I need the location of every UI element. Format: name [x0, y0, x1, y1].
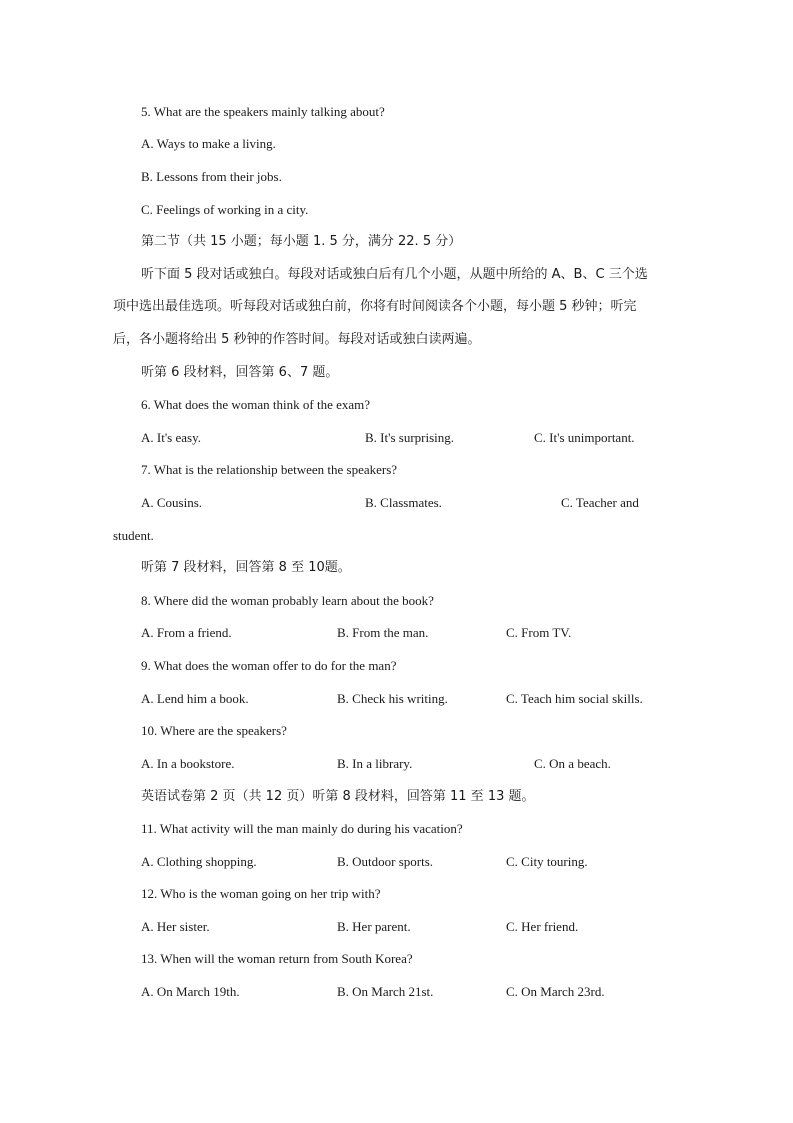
question-10-option-c: C. On a beach.: [534, 756, 611, 771]
question-6-option-b: B. It's surprising.: [365, 430, 455, 445]
question-6-option-c: C. It's unimportant.: [534, 430, 635, 445]
question-7-option-b: B. Classmates.: [365, 495, 442, 510]
question-5-option-c: C. Feelings of working in a city.: [141, 202, 309, 217]
question-10: 10. Where are the speakers?: [141, 723, 287, 738]
question-7-option-a: A. Cousins.: [141, 495, 203, 510]
question-13-option-c: C. On March 23rd.: [506, 984, 605, 999]
question-13: 13. When will the woman return from South Korea?: [141, 951, 413, 966]
question-7-option-c: C. Teacher and: [561, 495, 639, 510]
question-9-option-b: B. Check his writing.: [337, 691, 448, 706]
question-8-option-c: C. From TV.: [506, 625, 572, 640]
question-6-option-a: A. It's easy.: [141, 430, 201, 445]
part-8-intro: 英语试卷第 2 页（共 12 页）听第 8 段材料，回答第 11 至 13 题。: [141, 789, 535, 804]
question-6: 6. What does the woman think of the exam?: [141, 397, 371, 412]
question-8-option-b: B. From the man.: [337, 625, 429, 640]
question-10-option-b: B. In a library.: [337, 756, 413, 771]
question-11-option-a: A. Clothing shopping.: [141, 854, 257, 869]
question-12: 12. Who is the woman going on her trip with?: [141, 886, 381, 901]
question-7: 7. What is the relationship between the speakers?: [141, 462, 398, 477]
question-11-option-c: C. City touring.: [506, 854, 588, 869]
section-2-instructions-line-2: 项中选出最佳选项。听每段对话或独白前，你将有时间阅读各个小题，每小题 5 秒钟；听完: [113, 299, 637, 314]
section-2-instructions-line-3: 后，各小题将给出 5 秒钟的作答时间。每段对话或独白读两遍。: [113, 332, 481, 347]
question-8-option-a: A. From a friend.: [141, 625, 232, 640]
question-7-option-c-wrap: student.: [113, 528, 154, 543]
part-6-intro: 听第 6 段材料，回答第 6、7 题。: [141, 365, 339, 380]
question-5-option-b: B. Lessons from their jobs.: [141, 169, 282, 184]
question-12-option-b: B. Her parent.: [337, 919, 411, 934]
question-8: 8. Where did the woman probably learn about the book?: [141, 593, 434, 608]
question-10-option-a: A. In a bookstore.: [141, 756, 235, 771]
section-2-instructions-line-1: 听下面 5 段对话或独白。每段对话或独白后有几个小题，从题中所给的 A、B、C 三个选: [141, 267, 648, 282]
question-13-option-a: A. On March 19th.: [141, 984, 240, 999]
question-12-option-c: C. Her friend.: [506, 919, 579, 934]
question-5: 5. What are the speakers mainly talking about?: [141, 104, 385, 119]
question-9: 9. What does the woman offer to do for the man?: [141, 658, 397, 673]
question-9-option-c: C. Teach him social skills.: [506, 691, 643, 706]
question-11: 11. What activity will the man mainly do during his vacation?: [141, 821, 463, 836]
question-12-option-a: A. Her sister.: [141, 919, 210, 934]
question-5-option-a: A. Ways to make a living.: [141, 136, 276, 151]
question-13-option-b: B. On March 21st.: [337, 984, 434, 999]
section-2-heading: 第二节（共 15 小题；每小题 1. 5 分，满分 22. 5 分）: [141, 234, 462, 249]
question-9-option-a: A. Lend him a book.: [141, 691, 249, 706]
part-7-intro: 听第 7 段材料，回答第 8 至 10题。: [141, 560, 351, 575]
question-11-option-b: B. Outdoor sports.: [337, 854, 434, 869]
